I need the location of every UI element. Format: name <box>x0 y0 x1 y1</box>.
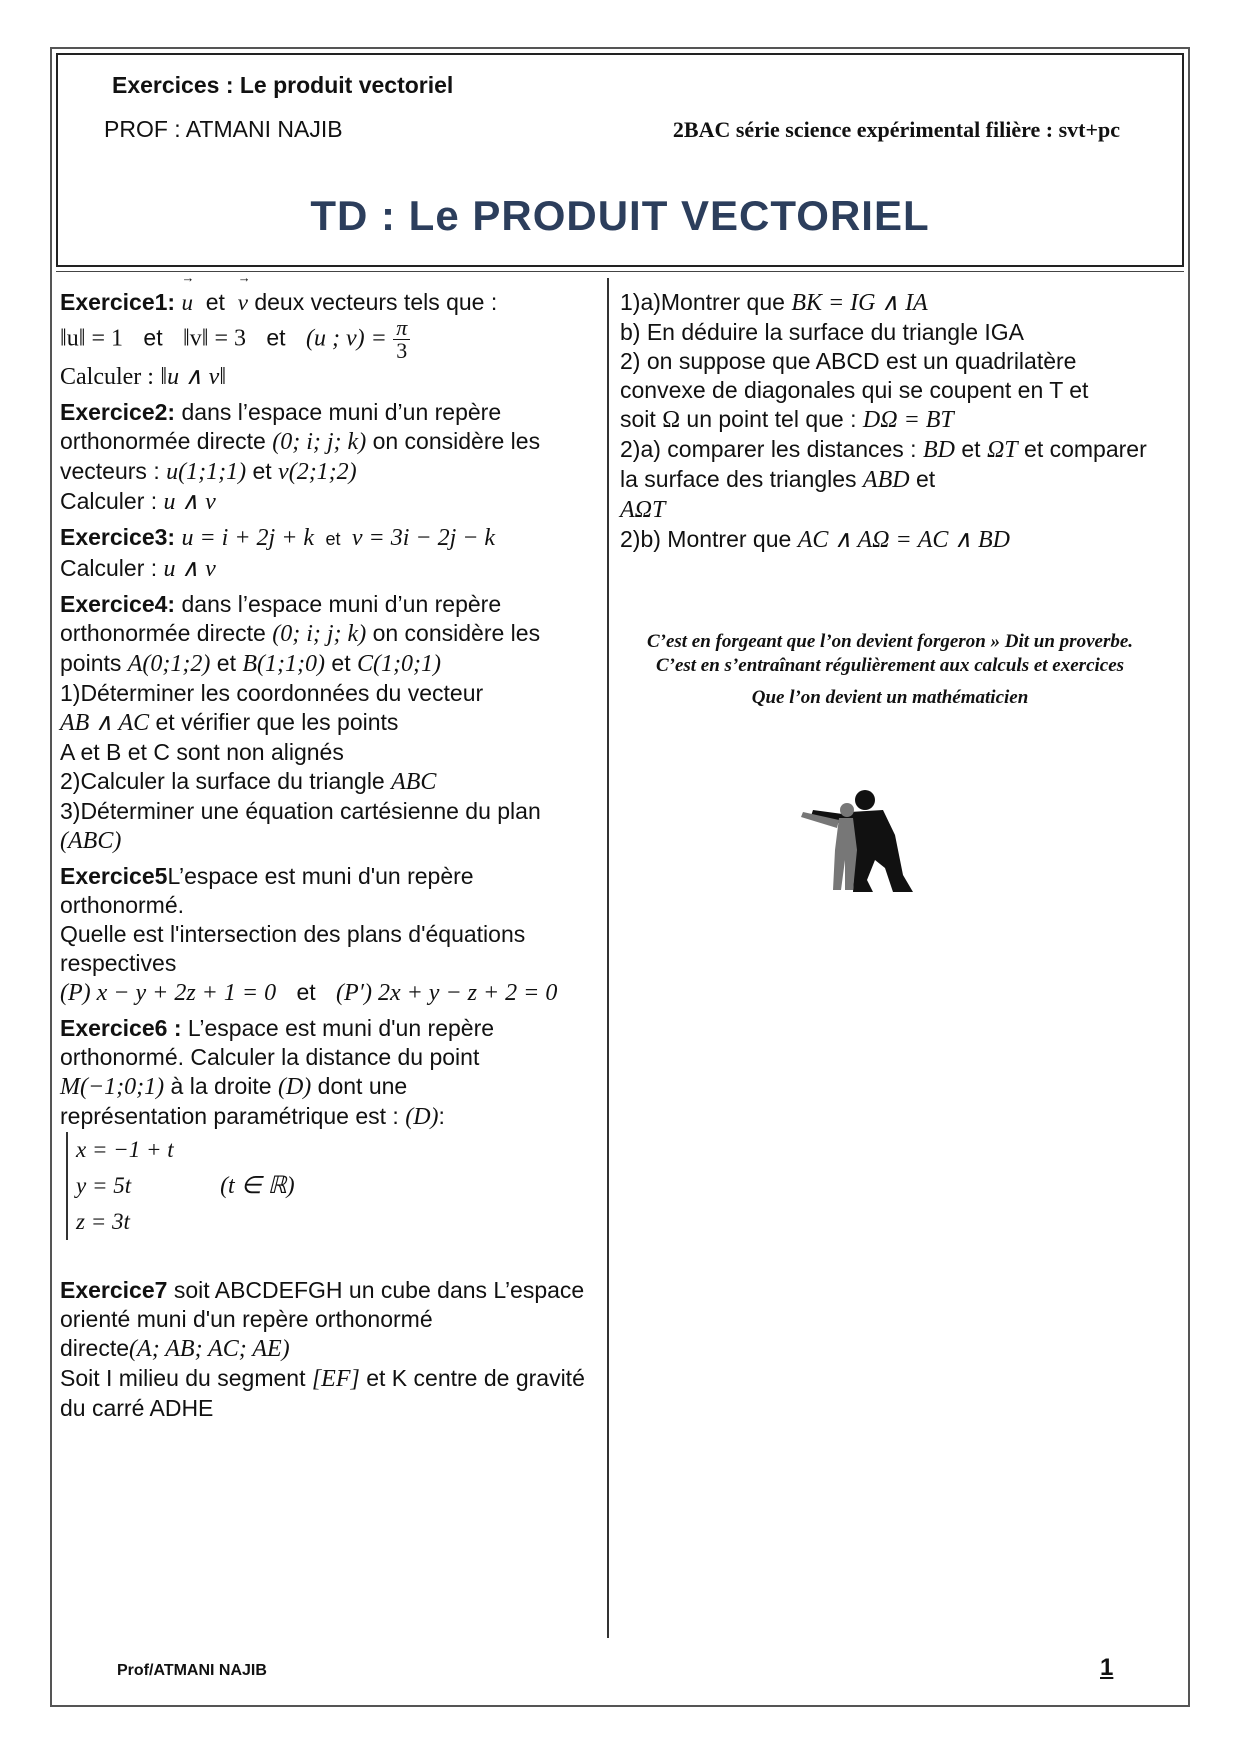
divider <box>56 271 1184 272</box>
right-column <box>620 288 1160 561</box>
exercise-5: Exercice5L’espace est muni d'un repère orthonormé. Quelle est l'intersection des plans d'équations respectives (P) x − y + 2z + 1 = 0 et (P′) 2x + y − z + 2 = 0 <box>60 863 558 1006</box>
exercise-2: Exercice2: dans l’espace muni d’un repère orthonormée directe (0; i; j; k) on considère les vecteurs : u(1;1;1) et v(2;1;2) Calculer : u ∧ v <box>60 399 541 515</box>
page-title: TD : Le PRODUIT VECTORIEL <box>310 192 930 239</box>
norm-v: ‖v‖ = 3 <box>182 325 246 352</box>
left-column <box>60 288 595 1429</box>
exercise-7: Exercice7 soit ABCDEFGH un cube dans L’espace orienté muni d'un repère orthonormé directe(A; AB; AC; AE) Soit I milieu du segment [EF] et K centre de gravité du carré ADHE <box>60 1277 585 1421</box>
exercise-3: Exercice3: u = i + 2j + k et v = 3i − 2j − k Calculer : u ∧ v <box>60 524 496 582</box>
exercise-7-questions: 1)a)Montrer que BK = IG ∧ IA b) En déduire la surface du triangle IGA 2) on suppose que ABCD est un quadrilatère convexe de diagonales qui se coupent en T et soit Ω un point tel que : DΩ = BT 2)a) comparer les distances : BD et ΩT et comparer la surface des triangles ABD et AΩT 2)b) Montrer que AC ∧ AΩ = AC ∧ BD <box>620 289 1147 553</box>
level-label: 2BAC série science expérimental filière : svt+pc <box>672 117 1120 142</box>
exercise-1: Exercice1: → u et → v deux vecteurs tels que : ‖u‖ = 1 et ‖v‖ = 3 et (u ; v) = $\frac{\pi}{3}$ Calculer : ‖u ∧ v‖ <box>60 288 595 392</box>
prof-name: PROF : ATMANI NAJIB <box>104 116 343 142</box>
father-son-illustration-icon <box>795 780 925 900</box>
parametric-system: x = −1 + t y = 5t z = 3t <box>66 1132 174 1240</box>
page-number: 1 <box>1100 1654 1114 1681</box>
exercise-4: Exercice4: dans l’espace muni d’un repère orthonormée directe (0; i; j; k) on considère les points A(0;1;2) et B(1;1;0) et C(1;0;1) 1)Déterminer les coordonnées du vecteur AB ∧ AC et vérifier que les points A et B et C sont non alignés 2)Calculer la surface du triangle ABC 3)Déterminer une équation cartésienne du plan (ABC) <box>60 591 541 854</box>
calc-norm: ‖u ∧ v‖ <box>160 364 227 390</box>
proverb-quote: C’est en forgeant que l’on devient forgeron » Dit un proverbe. C’est en s’entraînant régulièrement aux calculs et exercices Que l’on devient un mathématicien <box>646 631 1134 708</box>
angle-uv: (u ; v) = <box>305 325 387 352</box>
footer-prof: Prof/ATMANI NAJIB <box>117 1662 267 1679</box>
exercises-title: Exercices : Le produit vectoriel <box>112 72 454 98</box>
norm-u: ‖u‖ = 1 <box>60 325 124 352</box>
pi-over-3: $\frac{\pi}{3}$ <box>393 317 410 362</box>
column-divider <box>607 278 609 1638</box>
exercise-6: Exercice6 : L’espace est muni d'un repère orthonormé. Calculer la distance du point M(−1;0;1) à la droite (D) dont une représentation paramétrique est : (D): x = −1 + t y = 5t z = 3t (t ∈ ℝ) <box>60 1014 595 1240</box>
